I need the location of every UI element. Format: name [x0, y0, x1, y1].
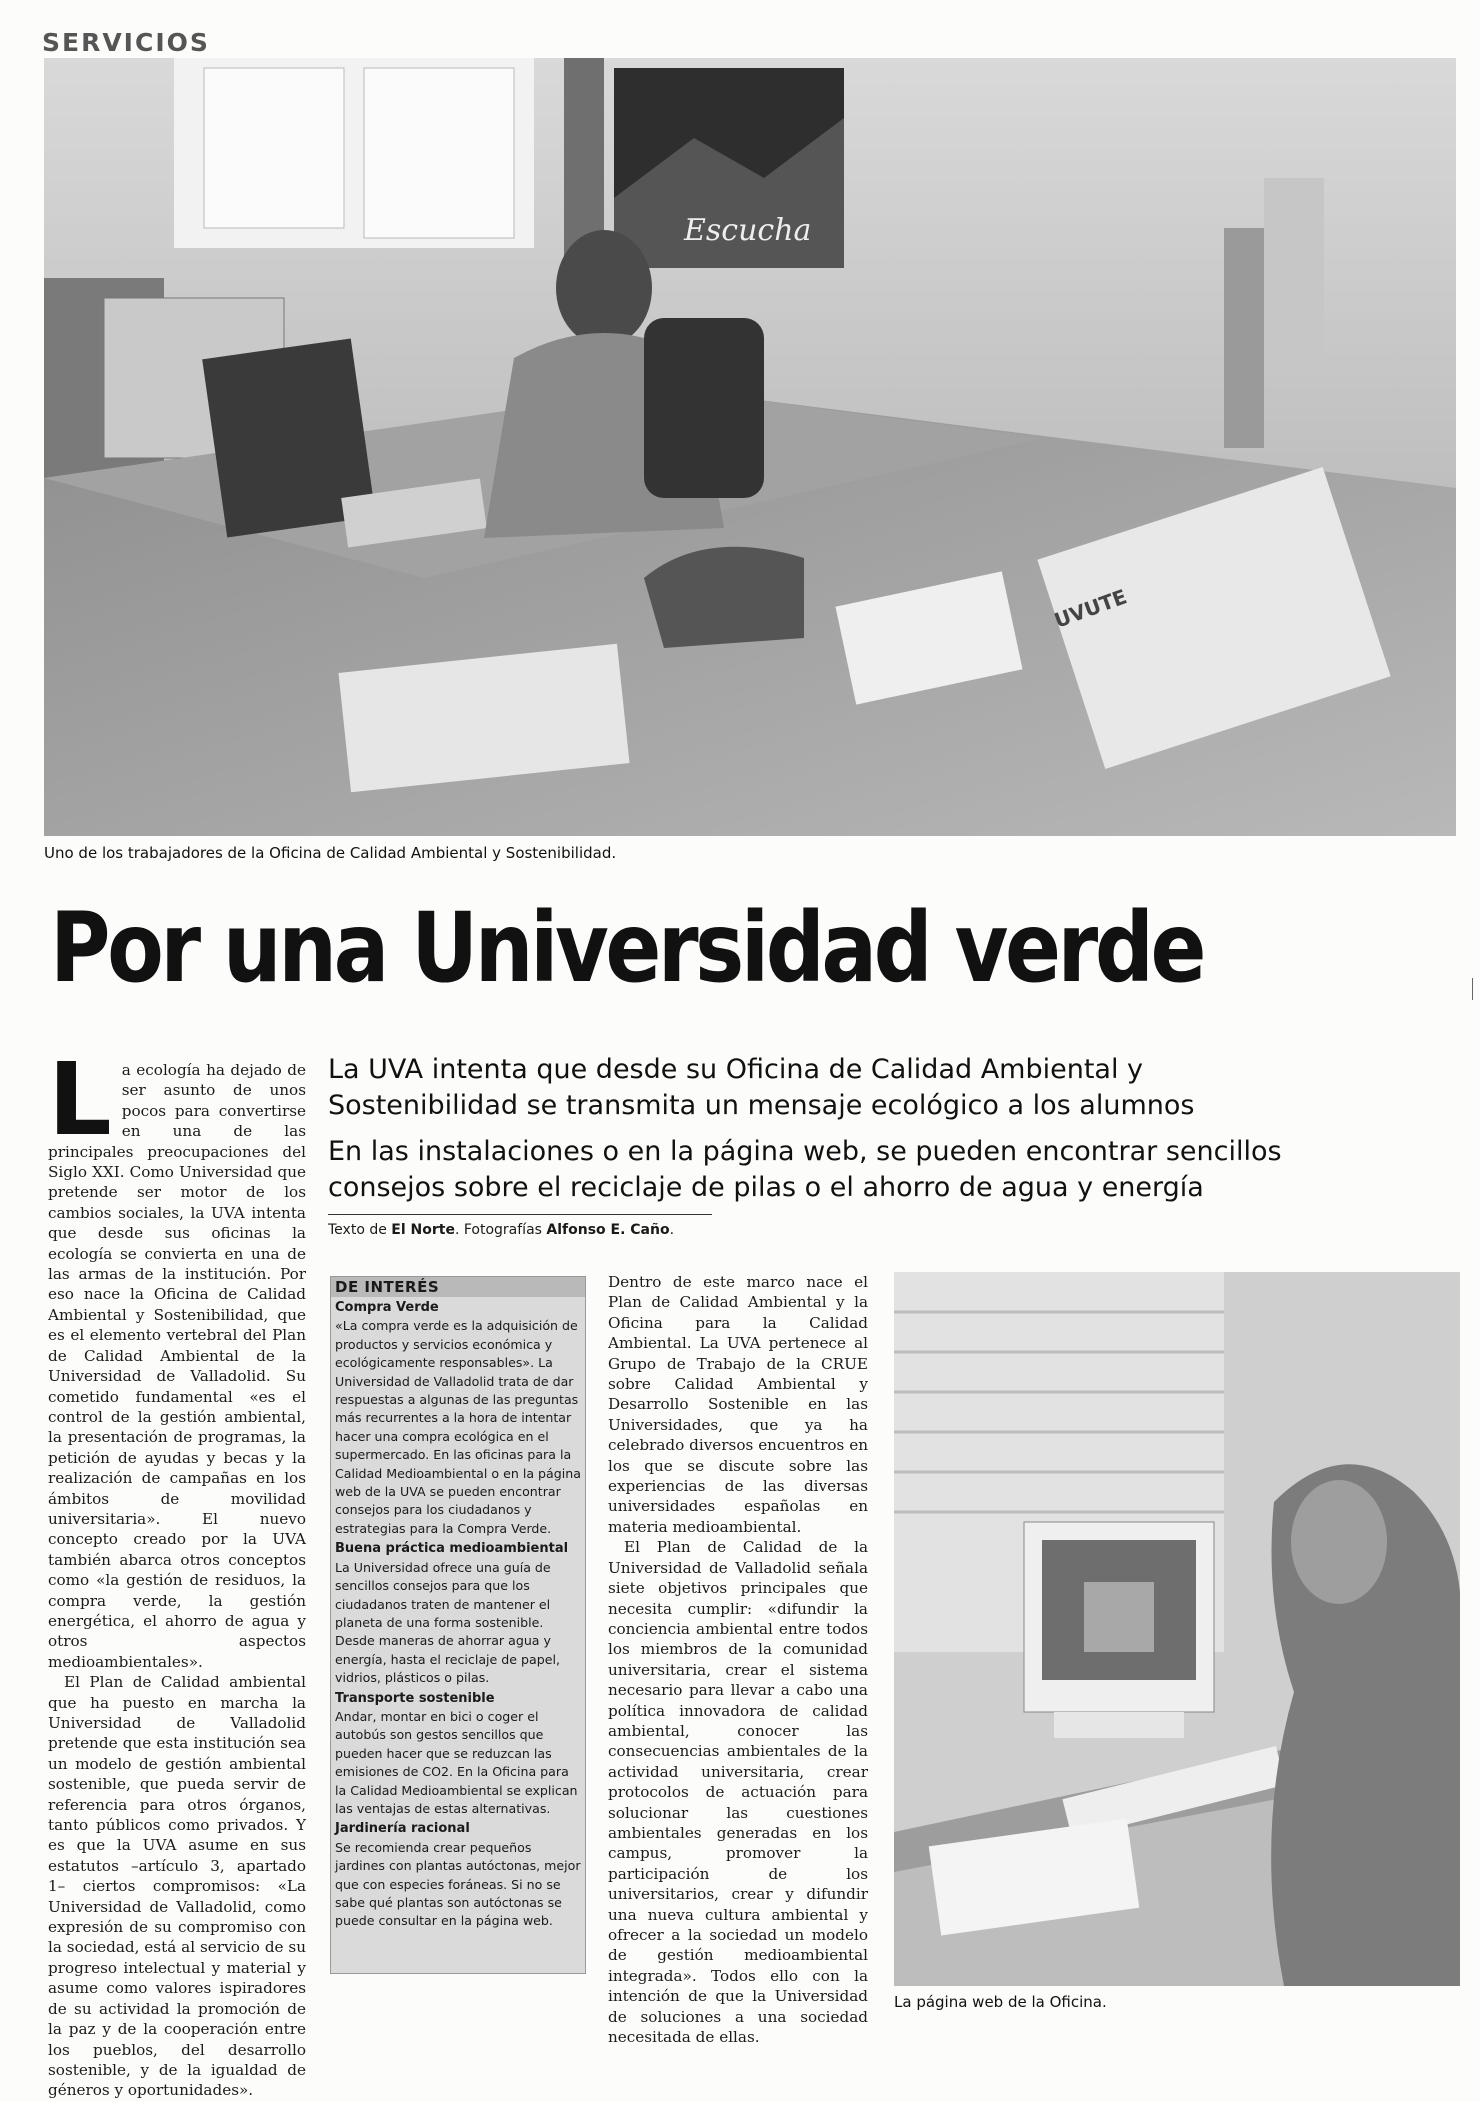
poster-text: Escucha [684, 213, 812, 248]
photo-caption-bottom: La página web de la Oficina. [894, 1993, 1107, 2011]
sidebar-text: «La compra verde es la adquisición de productos y servicios económica y ecológicamente responsables». La Universidad de Valladolid trata de dar respuestas a algunas de las preguntas más recurrentes a la hora de intentar hacer una compra ecológica en el supermercado. En las oficinas para la Calidad Medioambiental o en la página web de la UVA se pueden encontrar consejos para los ciudadanos y estrategias para la Compra Verde. [335, 1318, 581, 1536]
subheading-1: La UVA intenta que desde su Oficina de Calidad Ambiental y Sostenibilidad se transmita un mensaje ecológico a los alumnos [328, 1054, 1195, 1121]
office-photo [44, 58, 1456, 836]
sidebar-heading: Transporte sostenible [335, 1690, 495, 1706]
sidebar-title: DE INTERÉS [331, 1277, 585, 1297]
headline: Por una Universidad verde [50, 892, 1204, 1004]
byline [328, 1222, 674, 1238]
sidebar-text: Se recomienda crear pequeños jardines con plantas autóctonas, mejor que con especies foráneas. Si no se sabe qué plantas son autóctonas se puede consultar en la página web. [335, 1839, 581, 1929]
sidebar-text: Andar, montar en bici o coger el autobús son gestos sencillos que pueden hacer que se reduzcan las emisiones de CO2. En la Oficina para la Calidad Medioambiental se explican las ventajas de estas alternativas. [335, 1708, 578, 1816]
page-edge-mark [1472, 978, 1473, 1000]
section-label: SERVICIOS [42, 28, 210, 57]
byline-rule [328, 1214, 712, 1215]
paragraph-4: El Plan de Calidad de la Universidad de Valladolid señala siete objetivos principales que necesita cumplir: «difundir la conciencia ambiental entre todos los miembros de la comunidad universitaria, crear el sistema necesario para llevar a cabo una política innovadora de calidad ambiental, conocer las consecuencias ambientales de la actividad universitaria, crear protocolos de actuación para solucionar las cuestiones ambientales generadas en los campus, promover la participación de los universitarios, crear y difundir una nueva cultura ambiental y ofrecer a la sociedad un modelo de gestión medioambiental integrada». Todos ello con la intención de que la Universidad de soluciones a una sociedad necesitada de ellas. [608, 1538, 868, 2047]
paragraph-1-text: a ecología ha dejado de ser asunto de unos pocos para convertirse en una de las principales preocupaciones del Siglo XXI. Como Universidad que pretende ser motor de los cambios sociales, la UVA intenta que desde sus oficinas la ecología se convierta en una de las armas de la institución. Por eso nace la Oficina de Calidad Ambiental y Sostenibilidad, que es el elemento vertebral del Plan de Calidad Ambiental de la Universidad de Valladolid. Su cometido fundamental «es el control de la gestión ambiental, la presentación de programas, la petición de ayudas y becas y la realización de campañas en los ámbitos de movilidad universitaria». El nuevo concepto creado por la UVA también abarca otros conceptos como «la gestión de residuos, la compra verde, la gestión energética, el ahorro de agua y otros aspectos medioambientales». [48, 1061, 306, 1671]
subheading-2: En las instalaciones o en la página web, se pueden encontrar sencillos consejos sobre el reciclaje de pilas o el ahorro de agua y energía [328, 1136, 1282, 1203]
byline-photographer: Alfonso E. Caño [546, 1222, 670, 1238]
sidebar-text: La Universidad ofrece una guía de sencillos consejos para que los ciudadanos traten de mantener el planeta de una forma sostenible. Desde maneras de ahorrar agua y energía, hasta el reciclaje de papel, vidrios, plásticos o pilas. [335, 1559, 560, 1686]
desk-sign-text: UVUTE [1051, 584, 1130, 633]
byline-suffix: . [669, 1222, 675, 1238]
paragraph-1 [48, 1041, 306, 1672]
article-column-left [48, 1041, 306, 2101]
sidebar-heading: Compra Verde [335, 1300, 439, 1315]
paragraph-3: Dentro de este marco nace el Plan de Calidad Ambiental y la Oficina para la Calidad Ambiental. La UVA pertenece al Grupo de Trabajo de la CRUE sobre Calidad Ambiental y Desarrollo Sostenible en las Universidades, que ya ha celebrado diversos encuentros en los que se discute sobre las experiencias de las diversas universidades españolas en materia medioambiental. [608, 1273, 868, 1536]
byline-middle: . Fotografías [454, 1222, 547, 1238]
sidebar-de-interes [330, 1276, 586, 1974]
article-column-middle [608, 1272, 868, 2047]
byline-prefix: Texto de [328, 1222, 392, 1238]
sidebar-heading: Jardinería racional [335, 1821, 470, 1837]
photo-caption-top: Uno de los trabajadores de la Oficina de Calidad Ambiental y Sostenibilidad. [44, 844, 617, 862]
byline-author: El Norte [391, 1222, 455, 1238]
paragraph-2: El Plan de Calidad ambiental que ha puesto en marcha la Universidad de Valladolid pretende que esta institución sea un modelo de gestión ambiental sostenible, que pueda servir de referencia para otros órganos, tanto públicos como privados. Y es que la UVA asume en sus estatutos –artículo 3, apartado 1– ciertos compromisos: «La Universidad de Valladolid, como expresión de su compromiso con la sociedad, está al servicio de su progreso intelectual y material y asume como valores ispiradores de su actividad la promoción de la paz y de la cooperación entre los pueblos, del desarrollo sostenible, y de la igualdad de géneros y oportunidades». [48, 1673, 306, 2100]
sidebar-heading: Buena práctica medioambiental [335, 1541, 569, 1557]
computer-photo [894, 1272, 1460, 1986]
dropcap: L [48, 1041, 112, 1158]
